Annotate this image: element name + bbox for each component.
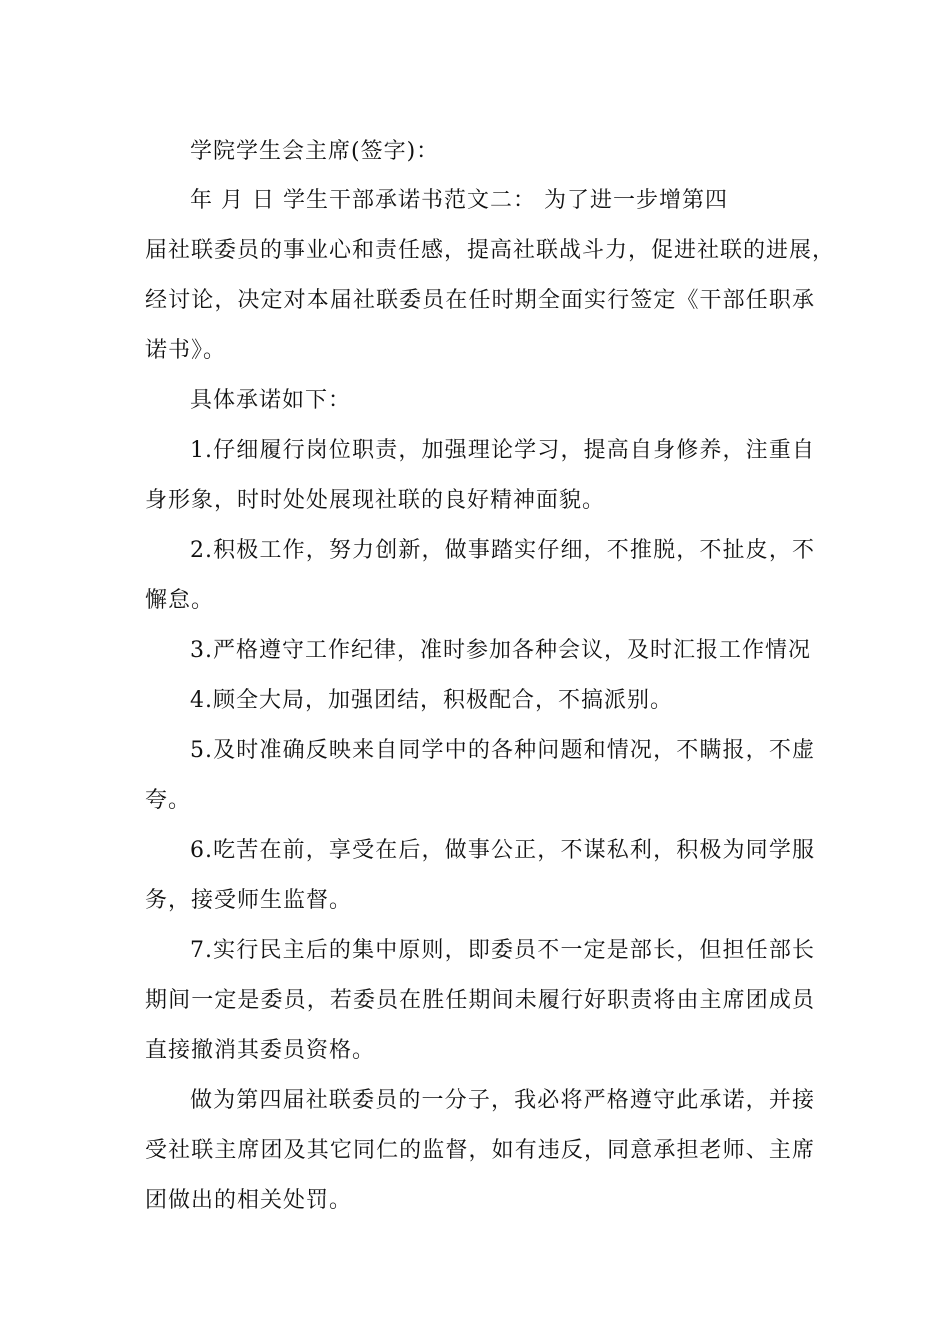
commitment-item-1-cont: 身形象，时时处处展现社联的良好精神面貌。 <box>145 488 606 513</box>
commitment-item-7: 7.实行民主后的集中原则，即委员不一定是部长，但担任部长 <box>190 938 815 963</box>
commitment-item-2: 2.积极工作，努力创新，做事踏实仔细，不推脱，不扯皮，不 <box>190 538 815 563</box>
closing-paragraph-cont: 受社联主席团及其它同仁的监督，如有违反，同意承担老师、主席 <box>145 1138 815 1163</box>
signature-line: 学院学生会主席(签字)： <box>190 139 440 164</box>
date-and-title-line: 年 月 日 学生干部承诺书范文二： 为了进一步增第四 <box>190 188 728 213</box>
commitment-item-6: 6.吃苦在前，享受在后，做事公正，不谋私利，积极为同学服 <box>190 838 815 863</box>
commitments-heading: 具体承诺如下： <box>190 388 352 413</box>
paragraph-line: 届社联委员的事业心和责任感，提高社联战斗力，促进社联的进展， <box>145 238 836 263</box>
paragraph-line: 诺书》。 <box>145 338 227 363</box>
commitment-item-4: 4.顾全大局，加强团结，积极配合，不搞派别。 <box>190 688 673 713</box>
commitment-item-1: 1.仔细履行岗位职责，加强理论学习，提高自身修养，注重自 <box>190 438 815 463</box>
commitment-item-6-cont: 务，接受师生监督。 <box>145 888 353 913</box>
commitment-item-7-cont: 期间一定是委员，若委员在胜任期间未履行好职责将由主席团成员 <box>145 988 815 1013</box>
closing-paragraph-cont: 团做出的相关处罚。 <box>145 1188 353 1213</box>
paragraph-line: 经讨论，决定对本届社联委员在任时期全面实行签定《干部任职承 <box>145 288 815 313</box>
commitment-item-5: 5.及时准确反映来自同学中的各种问题和情况，不瞒报，不虚 <box>190 738 815 763</box>
commitment-item-5-cont: 夸。 <box>145 788 192 813</box>
commitment-item-7-cont: 直接撤消其委员资格。 <box>145 1038 376 1063</box>
closing-paragraph: 做为第四届社联委员的一分子，我必将严格遵守此承诺，并接 <box>190 1088 815 1113</box>
commitment-item-3: 3.严格遵守工作纪律，准时参加各种会议，及时汇报工作情况 <box>190 638 811 663</box>
commitment-item-2-cont: 懈怠。 <box>145 588 215 613</box>
